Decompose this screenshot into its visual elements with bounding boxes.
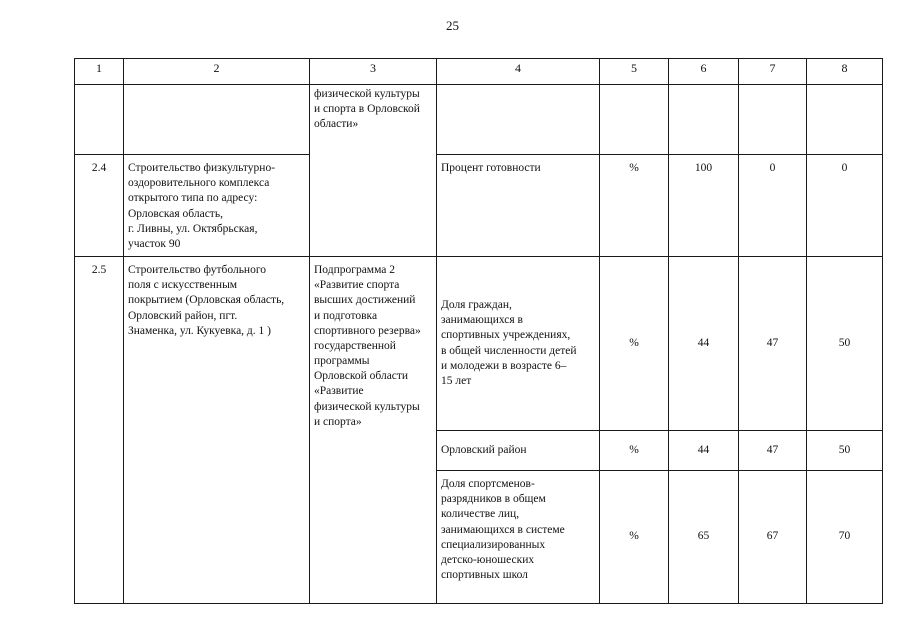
value-col7: 47 — [739, 257, 807, 431]
unit-cell: % — [600, 257, 669, 431]
value-col6: 100 — [669, 155, 739, 257]
object-description: Строительство футбольного поля с искусственным покрытием (Орловская область, Орловский район, пгт. Знаменка, ул. Кукуевка, д. 1 ) — [124, 257, 310, 604]
program-cell-continued: физической культуры и спорта в Орловской области» — [310, 85, 437, 257]
value-col6: 44 — [669, 431, 739, 471]
cont-num-cell — [75, 85, 124, 155]
column-header-2: 2 — [124, 59, 310, 85]
column-header-1: 1 — [75, 59, 124, 85]
value-col8: 50 — [807, 257, 883, 431]
unit-cell: % — [600, 431, 669, 471]
value-col6: 44 — [669, 257, 739, 431]
cont-unit-cell — [600, 85, 669, 155]
indicator-name: Орловский район — [437, 431, 600, 471]
cont-v6-cell — [669, 85, 739, 155]
cont-v8-cell — [807, 85, 883, 155]
column-header-5: 5 — [600, 59, 669, 85]
value-col7: 0 — [739, 155, 807, 257]
continuation-row — [75, 85, 883, 155]
column-header-3: 3 — [310, 59, 437, 85]
value-col7: 47 — [739, 431, 807, 471]
program-name: Подпрограмма 2 «Развитие спорта высших достижений и подготовка спортивного резерва» государственной программы Орловской области «Развитие физической культуры и спорта» — [310, 257, 437, 604]
table-row-2-4 — [75, 155, 883, 257]
column-header-6: 6 — [669, 59, 739, 85]
value-col8: 0 — [807, 155, 883, 257]
column-header-4: 4 — [437, 59, 600, 85]
indicator-name: Доля спортсменов- разрядников в общем количестве лиц, занимающихся в системе специализированных детско-юношеских спортивных школ — [437, 471, 600, 604]
indicator-name: Доля граждан, занимающихся в спортивных учреждениях, в общей численности детей и молодежи в возрасте 6– 15 лет — [437, 257, 600, 431]
column-header-8: 8 — [807, 59, 883, 85]
cont-indicator-cell — [437, 85, 600, 155]
cont-v7-cell — [739, 85, 807, 155]
unit-cell: % — [600, 471, 669, 604]
column-header-7: 7 — [739, 59, 807, 85]
cont-object-cell — [124, 85, 310, 155]
value-col7: 67 — [739, 471, 807, 604]
row-number: 2.4 — [75, 155, 124, 257]
header-row — [75, 59, 883, 85]
program-indicators-table — [74, 58, 883, 604]
object-description: Строительство физкультурно- оздоровительного комплекса открытого типа по адресу: Орловская область, г. Ливны, ул. Октябрьская, участок 90 — [124, 155, 310, 257]
unit-cell: % — [600, 155, 669, 257]
page-number: 25 — [446, 18, 459, 33]
indicator-name: Процент готовности — [437, 155, 600, 257]
row-number: 2.5 — [75, 257, 124, 604]
value-col8: 50 — [807, 431, 883, 471]
value-col6: 65 — [669, 471, 739, 604]
value-col8: 70 — [807, 471, 883, 604]
table-row-2-5 — [75, 257, 883, 431]
